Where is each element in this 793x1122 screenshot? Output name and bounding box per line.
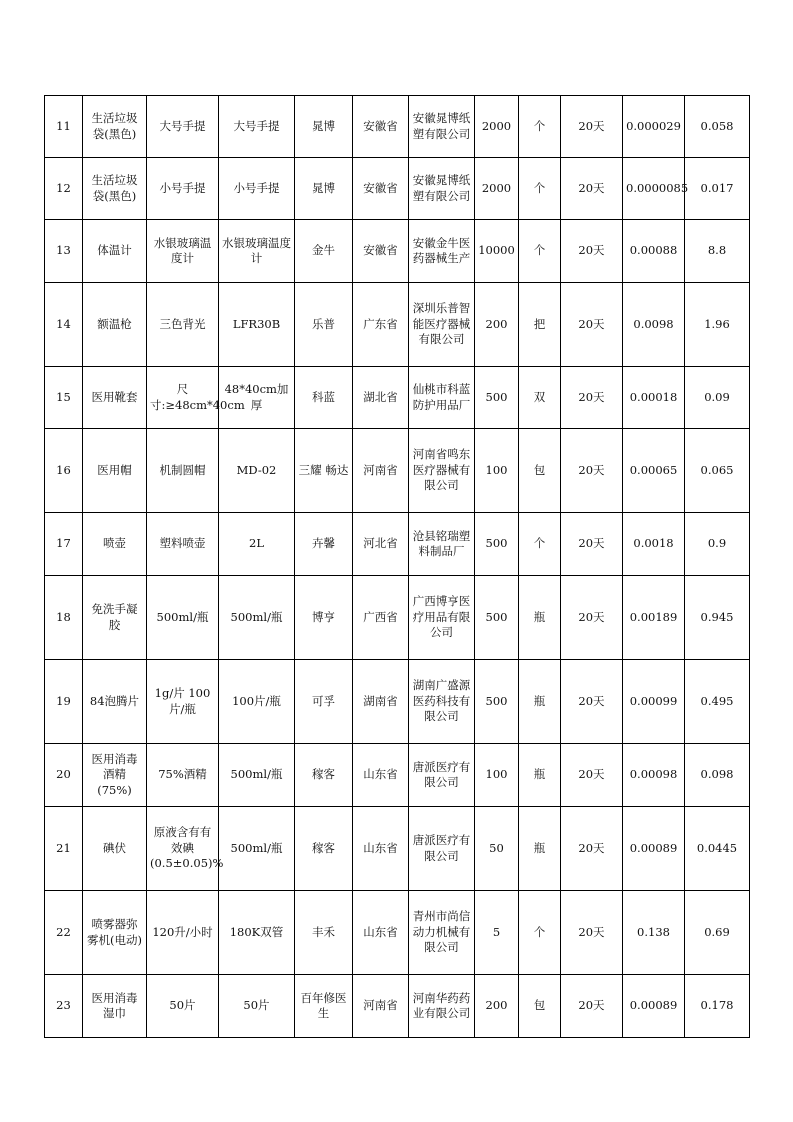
cell-period: 20天	[561, 429, 623, 513]
cell-no: 14	[45, 283, 83, 367]
cell-brand: 丰禾	[295, 891, 353, 975]
cell-qty: 2000	[475, 158, 519, 220]
cell-total: 0.098	[685, 744, 750, 807]
cell-no: 12	[45, 158, 83, 220]
cell-maker: 安徽金牛医药器械生产	[409, 220, 475, 283]
cell-maker: 唐派医疗有限公司	[409, 744, 475, 807]
table-row	[45, 220, 750, 283]
cell-unit: 双	[519, 367, 561, 429]
cell-period: 20天	[561, 513, 623, 576]
cell-qty: 100	[475, 429, 519, 513]
cell-spec: 三色背光	[147, 283, 219, 367]
cell-maker: 深圳乐普智能医疗器械有限公司	[409, 283, 475, 367]
cell-price: 0.00098	[623, 744, 685, 807]
cell-brand: 金牛	[295, 220, 353, 283]
cell-model: 500ml/瓶	[219, 807, 295, 891]
cell-price: 0.00018	[623, 367, 685, 429]
cell-province: 河北省	[353, 513, 409, 576]
cell-name: 医用消毒酒精(75%)	[83, 744, 147, 807]
cell-no: 22	[45, 891, 83, 975]
cell-maker: 唐派医疗有限公司	[409, 807, 475, 891]
cell-period: 20天	[561, 220, 623, 283]
cell-name: 84泡腾片	[83, 660, 147, 744]
cell-no: 21	[45, 807, 83, 891]
cell-model: 500ml/瓶	[219, 744, 295, 807]
cell-maker: 广西博亨医疗用品有限公司	[409, 576, 475, 660]
cell-no: 15	[45, 367, 83, 429]
cell-qty: 50	[475, 807, 519, 891]
cell-total: 0.69	[685, 891, 750, 975]
cell-name: 生活垃圾袋(黑色)	[83, 158, 147, 220]
cell-no: 23	[45, 975, 83, 1038]
cell-period: 20天	[561, 744, 623, 807]
cell-model: 水银玻璃温度计	[219, 220, 295, 283]
cell-maker: 安徽晁博纸塑有限公司	[409, 96, 475, 158]
cell-spec: 50片	[147, 975, 219, 1038]
cell-maker: 青州市尚信动力机械有限公司	[409, 891, 475, 975]
cell-name: 碘伏	[83, 807, 147, 891]
cell-spec: 水银玻璃温度计	[147, 220, 219, 283]
cell-maker: 湖南广盛源医药科技有限公司	[409, 660, 475, 744]
cell-name: 喷雾器弥雾机(电动)	[83, 891, 147, 975]
cell-total: 0.09	[685, 367, 750, 429]
cell-period: 20天	[561, 975, 623, 1038]
cell-price: 0.138	[623, 891, 685, 975]
table-row	[45, 513, 750, 576]
cell-period: 20天	[561, 891, 623, 975]
cell-price: 0.00089	[623, 807, 685, 891]
cell-total: 1.96	[685, 283, 750, 367]
cell-spec: 1g/片 100片/瓶	[147, 660, 219, 744]
cell-qty: 500	[475, 576, 519, 660]
cell-price: 0.0018	[623, 513, 685, 576]
cell-price: 0.00189	[623, 576, 685, 660]
cell-period: 20天	[561, 660, 623, 744]
cell-name: 免洗手凝胶	[83, 576, 147, 660]
cell-total: 8.8	[685, 220, 750, 283]
cell-total: 0.065	[685, 429, 750, 513]
cell-period: 20天	[561, 807, 623, 891]
cell-province: 河南省	[353, 975, 409, 1038]
cell-total: 0.017	[685, 158, 750, 220]
cell-brand: 百年修医生	[295, 975, 353, 1038]
cell-spec: 大号手提	[147, 96, 219, 158]
cell-model: LFR30B	[219, 283, 295, 367]
cell-no: 18	[45, 576, 83, 660]
cell-no: 20	[45, 744, 83, 807]
cell-model: 100片/瓶	[219, 660, 295, 744]
cell-name: 医用消毒湿巾	[83, 975, 147, 1038]
cell-no: 17	[45, 513, 83, 576]
cell-maker: 沧县铭瑞塑料制品厂	[409, 513, 475, 576]
table-row	[45, 744, 750, 807]
cell-province: 山东省	[353, 807, 409, 891]
cell-brand: 晁博	[295, 96, 353, 158]
cell-name: 喷壶	[83, 513, 147, 576]
cell-qty: 200	[475, 975, 519, 1038]
cell-maker: 安徽晁博纸塑有限公司	[409, 158, 475, 220]
cell-brand: 博亨	[295, 576, 353, 660]
cell-total: 0.495	[685, 660, 750, 744]
table-row	[45, 576, 750, 660]
cell-total: 0.9	[685, 513, 750, 576]
product-table	[44, 95, 750, 1038]
cell-province: 河南省	[353, 429, 409, 513]
table-row	[45, 429, 750, 513]
cell-qty: 2000	[475, 96, 519, 158]
cell-unit: 把	[519, 283, 561, 367]
cell-province: 山东省	[353, 891, 409, 975]
cell-no: 19	[45, 660, 83, 744]
cell-province: 湖北省	[353, 367, 409, 429]
cell-price: 0.000029	[623, 96, 685, 158]
cell-price: 0.00088	[623, 220, 685, 283]
cell-unit: 个	[519, 513, 561, 576]
cell-name: 医用靴套	[83, 367, 147, 429]
cell-spec: 机制圆帽	[147, 429, 219, 513]
cell-qty: 200	[475, 283, 519, 367]
cell-qty: 100	[475, 744, 519, 807]
cell-province: 安徽省	[353, 220, 409, 283]
cell-model: 小号手提	[219, 158, 295, 220]
cell-price: 0.0098	[623, 283, 685, 367]
cell-maker: 仙桃市科蓝防护用品厂	[409, 367, 475, 429]
cell-brand: 乐普	[295, 283, 353, 367]
cell-unit: 个	[519, 891, 561, 975]
cell-qty: 500	[475, 660, 519, 744]
cell-total: 0.945	[685, 576, 750, 660]
cell-unit: 瓶	[519, 576, 561, 660]
cell-no: 16	[45, 429, 83, 513]
cell-price: 0.00099	[623, 660, 685, 744]
cell-maker: 河南省鸣东医疗器械有限公司	[409, 429, 475, 513]
cell-total: 0.058	[685, 96, 750, 158]
cell-model: 500ml/瓶	[219, 576, 295, 660]
cell-province: 安徽省	[353, 96, 409, 158]
cell-brand: 三耀 畅达	[295, 429, 353, 513]
cell-period: 20天	[561, 283, 623, 367]
cell-brand: 稼客	[295, 807, 353, 891]
cell-name: 额温枪	[83, 283, 147, 367]
cell-qty: 10000	[475, 220, 519, 283]
cell-unit: 个	[519, 96, 561, 158]
cell-name: 体温计	[83, 220, 147, 283]
cell-unit: 瓶	[519, 744, 561, 807]
table-row	[45, 96, 750, 158]
cell-qty: 500	[475, 367, 519, 429]
cell-spec: 500ml/瓶	[147, 576, 219, 660]
cell-no: 11	[45, 96, 83, 158]
table-row	[45, 891, 750, 975]
cell-unit: 个	[519, 220, 561, 283]
cell-brand: 可孚	[295, 660, 353, 744]
cell-unit: 瓶	[519, 660, 561, 744]
cell-province: 广东省	[353, 283, 409, 367]
cell-model: MD-02	[219, 429, 295, 513]
cell-total: 0.178	[685, 975, 750, 1038]
cell-total: 0.0445	[685, 807, 750, 891]
cell-qty: 500	[475, 513, 519, 576]
table-row	[45, 283, 750, 367]
cell-name: 生活垃圾袋(黑色)	[83, 96, 147, 158]
table-row	[45, 367, 750, 429]
cell-no: 13	[45, 220, 83, 283]
cell-spec: 塑料喷壶	[147, 513, 219, 576]
cell-spec: 原液含有有效碘(0.5±0.05)%	[147, 807, 219, 891]
cell-brand: 稼客	[295, 744, 353, 807]
cell-unit: 包	[519, 975, 561, 1038]
cell-spec: 尺寸:≥48cm*40cm	[147, 367, 219, 429]
cell-period: 20天	[561, 158, 623, 220]
table-row	[45, 807, 750, 891]
cell-province: 广西省	[353, 576, 409, 660]
cell-period: 20天	[561, 96, 623, 158]
cell-province: 湖南省	[353, 660, 409, 744]
cell-unit: 包	[519, 429, 561, 513]
cell-brand: 卉馨	[295, 513, 353, 576]
cell-spec: 小号手提	[147, 158, 219, 220]
cell-price: 0.00065	[623, 429, 685, 513]
cell-unit: 个	[519, 158, 561, 220]
cell-model: 大号手提	[219, 96, 295, 158]
cell-model: 180K双管	[219, 891, 295, 975]
cell-maker: 河南华药药业有限公司	[409, 975, 475, 1038]
cell-period: 20天	[561, 576, 623, 660]
cell-price: 0.00089	[623, 975, 685, 1038]
cell-brand: 科蓝	[295, 367, 353, 429]
cell-spec: 120升/小时	[147, 891, 219, 975]
cell-model: 2L	[219, 513, 295, 576]
cell-qty: 5	[475, 891, 519, 975]
cell-period: 20天	[561, 367, 623, 429]
cell-brand: 晁博	[295, 158, 353, 220]
table-row	[45, 660, 750, 744]
cell-province: 山东省	[353, 744, 409, 807]
cell-name: 医用帽	[83, 429, 147, 513]
cell-model: 50片	[219, 975, 295, 1038]
cell-model: 48*40cm加厚	[219, 367, 295, 429]
cell-price: 0.0000085	[623, 158, 685, 220]
table-row	[45, 975, 750, 1038]
cell-spec: 75%酒精	[147, 744, 219, 807]
table-row	[45, 158, 750, 220]
cell-province: 安徽省	[353, 158, 409, 220]
cell-unit: 瓶	[519, 807, 561, 891]
